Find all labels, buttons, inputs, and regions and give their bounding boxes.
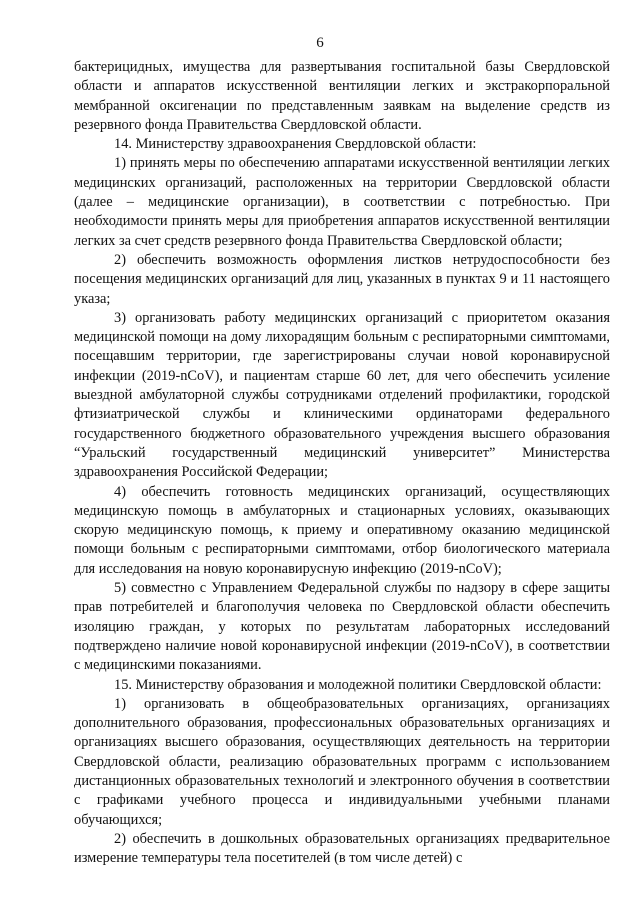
paragraph-15-1: 1) организовать в общеобразовательных организациях, организациях дополнительного образования, профессиональных образовательных организациях и организациях высшего образования, осуществляющих деятельность на территории Свердловской области, реализацию образовательных программ с использованием дистанционных образовательных технологий и электронного обучения в соответствии с графиками учебного процесса и индивидуальными учебными планами обучающихся;: [74, 695, 610, 828]
paragraph-14-2: 2) обеспечить возможность оформления листков нетрудоспособности без посещения медицинских организаций для лиц, указанных в пунктах 9 и 11 настоящего указа;: [74, 251, 610, 307]
paragraph-14-1: 1) принять меры по обеспечению аппаратами искусственной вентиляции легких медицинских организаций, расположенных на территории Свердловской области (далее – медицинские организации), в соответствии с потребностью. При необходимости принять меры для приобретения аппаратов искусственной вентиляции легких за счет средств резервного фонда Правительства Свердловской области;: [74, 155, 610, 249]
paragraph-item-14: 14. Министерству здравоохранения Свердловской области:: [114, 136, 477, 153]
paragraph-continuation: бактерицидных, имущества для развертывания госпитальной базы Свердловской области и аппаратов искусственной вентиляции легких и экстракорпоральной мембранной оксигенации по представленным заявкам на выделение средств из резервного фонда Правительства Свердловской области.: [74, 59, 610, 133]
page-number: 6: [316, 35, 324, 51]
paragraph-item-15: 15. Министерству образования и молодежной политики Свердловской области:: [114, 676, 602, 693]
paragraph-14-4: 4) обеспечить готовность медицинских организаций, осуществляющих медицинскую помощь в амбулаторных и стационарных условиях, оказывающих скорую медицинскую помощь, к приему и оперативному оказанию медицинской помощи больным с респираторными симптомами, отбор биологического материала для исследования на новую коронавирусную инфекцию (2019-nCoV);: [74, 483, 610, 577]
paragraph-14-3: 3) организовать работу медицинских организаций с приоритетом оказания медицинской помощи на дому лихорадящим больным с респираторными симптомами, посещавшим территории, где зарегистрированы случаи новой коронавирусной инфекции (2019-nCoV), и пациентам старше 60 лет, для чего обеспечить усиление выездной амбулаторной службы сотрудниками отделений профилактики, городской фтизиатрической службы и клиническими ординаторами федерального государственного бюджетного образовательного учреждения высшего образования “Уральский государственный медицинский университет” Министерства здравоохранения Российской Федерации;: [74, 309, 610, 481]
document-body: [74, 58, 610, 868]
paragraph-15-2: 2) обеспечить в дошкольных образовательных организациях предварительное измерение температуры тела посетителей (в том числе детей) с: [74, 830, 610, 867]
paragraph-14-5: 5) совместно с Управлением Федеральной службы по надзору в сфере защиты прав потребителей и благополучия человека по Свердловской области обеспечить изоляцию граждан, у которых по результатам лабораторных исследований подтверждено наличие новой коронавирусной инфекции (2019-nCoV), в соответствии с медицинскими показаниями.: [74, 580, 610, 674]
